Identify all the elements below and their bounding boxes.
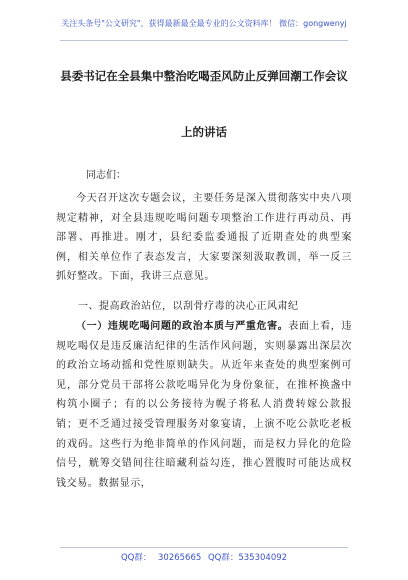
paragraph-section-1-1: [56, 317, 352, 493]
header-divider: [60, 40, 348, 41]
paragraph-intro: 今天召开这次专题会议，主要任务是深入贯彻落实中央八项规定精神，对全县违规吃喝问题专项整治工作进行再动员、再部署、再推进。刚才，县纪委监委通报了近期查处的典型案例，相关单位作了表态发言，大家要深刻汲取教训，举一反三抓好整改。下面，我讲三点意见。: [56, 193, 352, 283]
paragraph-body: 表面上看，违规吃喝仅是违反廉洁纪律的生活作风问题，实则暴露出深层次的政治立场动摇和党性原则缺失。从近年来查处的典型案例可见，部分党员干部将公款吃喝异化为身份象征，在推杯换盏中构筑小圈子；有的以公务接待为幌子将私人消费转嫁公款报销；更不乏通过接受管理服务对象宴请，上演不吃公款吃老板的戏码。这些行为绝非简单的作风问题，而是权力异化的危险信号，觥筹交错间往往暗藏利益勾连，推心置腹时可能达成权钱交易。数据显示，: [56, 321, 352, 489]
header-note: 关注头条号"公文研究"，获得最新最全最专业的公文资料库！ 微信：gongwenyj: [61, 19, 347, 28]
document-title-line-2: 上的讲话: [181, 125, 227, 139]
footer-contact: QQ群： 30265665 QQ群：535304092: [120, 553, 288, 563]
subheading-1-1: （一）违规吃喝问题的政治本质与严重危害。: [76, 321, 289, 332]
section-heading-1: 一、提高政治站位，以刮骨疗毒的决心正风肃纪: [78, 301, 299, 312]
salutation: 同志们：: [86, 170, 126, 181]
footer-divider: [60, 547, 348, 548]
document-title-line-1: 县委书记在全县集中整治吃喝歪风防止反弹回潮工作会议: [60, 69, 348, 83]
